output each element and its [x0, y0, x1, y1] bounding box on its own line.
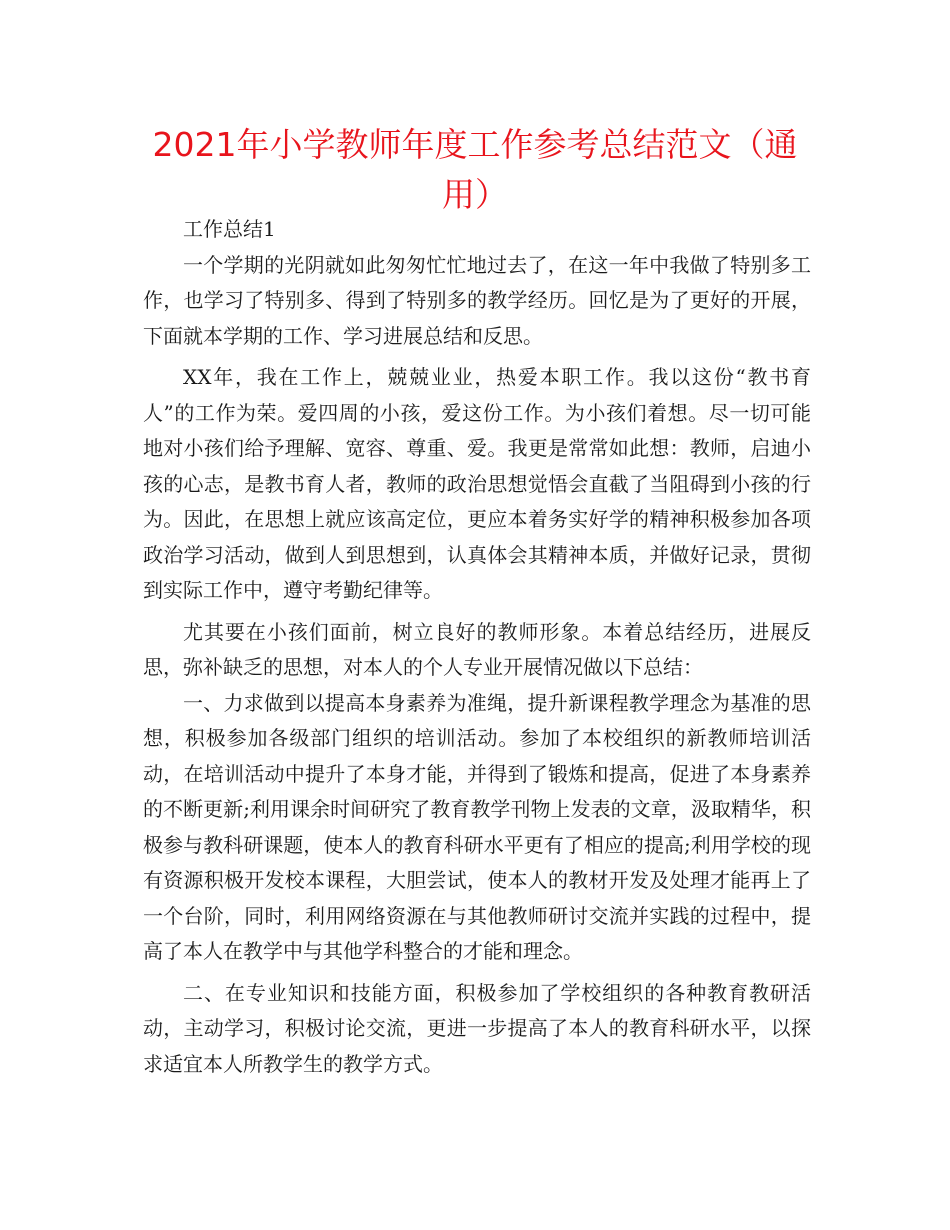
- paragraph-3: 尤其要在小孩们面前，树立良好的教师形象。本着总结经历，进展反思，弥补缺乏的思想，对本人的个人专业开展情况做以下总结：: [143, 619, 811, 679]
- document-title: 2021年小学教师年度工作参考总结范文（通用）: [152, 125, 798, 214]
- paragraph-5: 二、在专业知识和技能方面，积极参加了学校组织的各种教育教研活动，主动学习，积极讨论交流，更进一步提高了本人的教育科研水平，以探求适宜本人所教学生的教学方式。: [143, 980, 811, 1076]
- document-body: [143, 212, 811, 1082]
- section-heading: 工作总结1: [183, 217, 276, 241]
- paragraph-4: 一、力求做到以提高本身素养为准绳，提升新课程教学理念为基准的思想，积极参加各级部门组织的培训活动。参加了本校组织的新教师培训活动，在培训活动中提升了本身才能，并得到了锻炼和提高，促进了本身素养的不断更新;利用课余时间研究了教育教学刊物上发表的文章，汲取精华，积极参与教科研课题，使本人的教育科研水平更有了相应的提高;利用学校的现有资源积极开发校本课程，大胆尝试，使本人的教材开发及处理才能再上了一个台阶，同时，利用网络资源在与其他教师研讨交流并实践的过程中，提高了本人在教学中与其他学科整合的才能和理念。: [143, 690, 811, 963]
- paragraph-2: XX年，我在工作上，兢兢业业，热爱本职工作。我以这份“教书育人”的工作为荣。爱四周的小孩，爱这份工作。为小孩们着想。尽一切可能地对小孩们给予理解、宽容、尊重、爱。我更是常常如此想：教师，启迪小孩的心志，是教书育人者，教师的政治思想觉悟会直截了当阻碍到小孩的行为。因此，在思想上就应该高定位，更应本着务实好学的精神积极参加各项政治学习活动，做到人到思想到，认真体会其精神本质，并做好记录，贯彻到实际工作中，遵守考勤纪律等。: [143, 365, 811, 602]
- paragraph-1: 一个学期的光阴就如此匆匆忙忙地过去了，在这一年中我做了特别多工作，也学习了特别多、得到了特别多的教学经历。回忆是为了更好的开展，下面就本学期的工作、学习进展总结和反思。: [143, 252, 811, 348]
